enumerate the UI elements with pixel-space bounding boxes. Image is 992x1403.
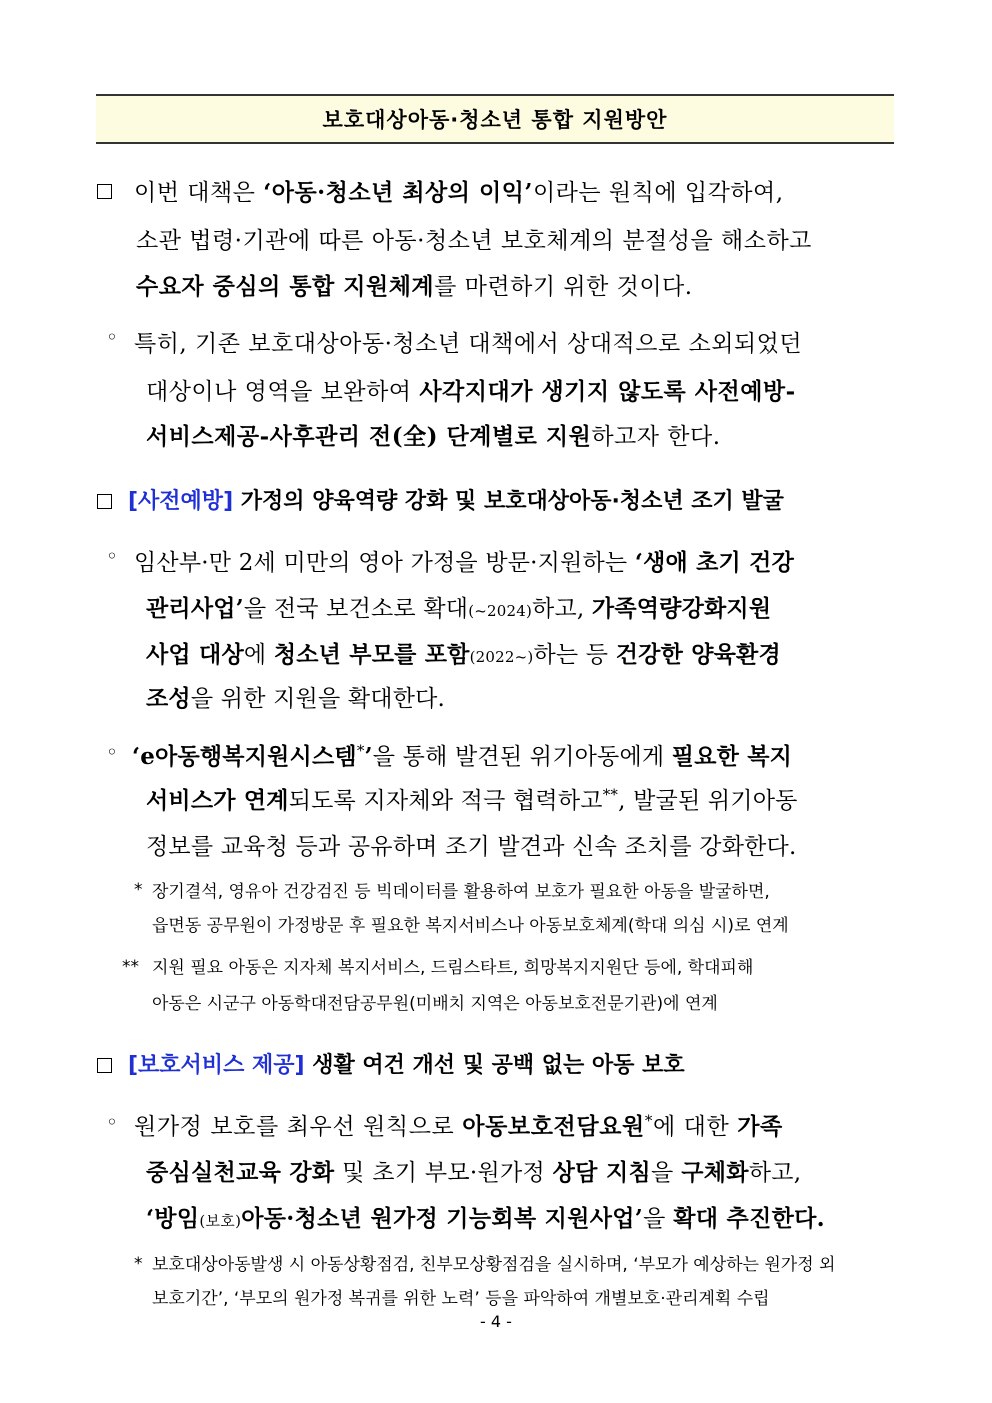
footnote-mark: *: [134, 1254, 143, 1274]
e-system-line-1: ‘e아동행복지원시스템*’을 통해 발견된 위기아동에게 필요한 복지: [132, 741, 793, 770]
footnote-mark: **: [122, 957, 139, 977]
footnote-mark: *: [134, 880, 143, 900]
square-bullet-icon: [97, 184, 112, 199]
page-number: - 4 -: [480, 1312, 512, 1331]
footnote-line-1: 장기결석, 영유아 건강검진 등 빅데이터를 활용하여 보호가 필요한 아동을 발굴하면,: [152, 882, 770, 902]
family-line-2: 중심실천교육 강화 및 초기 부모·원가정 상담 지침을 구체화하고,: [146, 1159, 802, 1186]
particular-line-2: 대상이나 영역을 보완하여 사각지대가 생기지 않도록 사전예방-: [146, 378, 796, 405]
circle-bullet-icon: ◦: [106, 740, 118, 764]
pregnancy-line-4: 조성을 위한 지원을 확대한다.: [146, 685, 446, 712]
pregnancy-line-2: 관리사업’을 전국 보건소로 확대(~2024)하고, 가족역량강화지원: [146, 595, 772, 622]
pregnancy-line-3: 사업 대상에 청소년 부모를 포함(2022~)하는 등 건강한 양육환경: [146, 641, 781, 668]
particular-line-3: 서비스제공-사후관리 전(全) 단계별로 지원하고자 한다.: [146, 423, 721, 450]
footnote-line-2: 읍면동 공무원이 가정방문 후 필요한 복지서비스나 아동보호체계(학대 의심 시)로 연계: [152, 916, 789, 936]
circle-bullet-icon: ◦: [106, 325, 118, 349]
family-line-1: 원가정 보호를 최우선 원칙으로 아동보호전담요원*에 대한 가족: [134, 1111, 783, 1140]
footnote-line-2: 보호기간’, ‘부모의 원가정 복귀를 위한 노력’ 등을 파악하여 개별보호·관리계획 수립: [152, 1289, 770, 1309]
e-system-line-3: 정보를 교육청 등과 공유하며 조기 발견과 신속 조치를 강화한다.: [146, 834, 797, 860]
page-title: 보호대상아동·청소년 통합 지원방안: [322, 108, 668, 132]
pregnancy-line-1: 임산부·만 2세 미만의 영아 가정을 방문·지원하는 ‘생애 초기 건강: [134, 549, 795, 576]
title-box: [96, 94, 894, 144]
square-bullet-icon: [97, 1058, 112, 1073]
heading-protection-text: [보호서비스 제공] 생활 여건 개선 및 공백 없는 아동 보호: [128, 1053, 685, 1078]
circle-bullet-icon: ◦: [106, 1110, 118, 1134]
intro-line-3: 수요자 중심의 통합 지원체계를 마련하기 위한 것이다.: [136, 273, 693, 300]
intro-line-1: 이번 대책은 ‘아동·청소년 최상의 이익’이라는 원칙에 입각하여,: [134, 179, 784, 206]
footnote-line-2: 아동은 시군구 아동학대전담공무원(미배치 지역은 아동보호전문기관)에 연계: [152, 994, 718, 1014]
footnote-line-1: 보호대상아동발생 시 아동상황점검, 친부모상황점검을 실시하며, ‘부모가 예상하는 원가정 외: [152, 1255, 836, 1275]
heading-prevention-text: [사전예방] 가정의 양육역량 강화 및 보호대상아동·청소년 조기 발굴: [128, 489, 784, 514]
family-line-3: ‘방임(보호)아동·청소년 원가정 기능회복 지원사업’을 확대 추진한다.: [146, 1205, 825, 1232]
intro-line-2: 소관 법령·기관에 따른 아동·청소년 보호체계의 분절성을 해소하고: [136, 228, 812, 254]
square-bullet-icon: [97, 494, 112, 509]
e-system-line-2: 서비스가 연계되도록 지자체와 적극 협력하고**, 발굴된 위기아동: [146, 785, 798, 814]
circle-bullet-icon: ◦: [106, 544, 118, 568]
particular-line-1: 특히, 기존 보호대상아동·청소년 대책에서 상대적으로 소외되었던: [134, 331, 803, 357]
footnote-line-1: 지원 필요 아동은 지자체 복지서비스, 드림스타트, 희망복지지원단 등에, 학대피해: [152, 958, 754, 978]
